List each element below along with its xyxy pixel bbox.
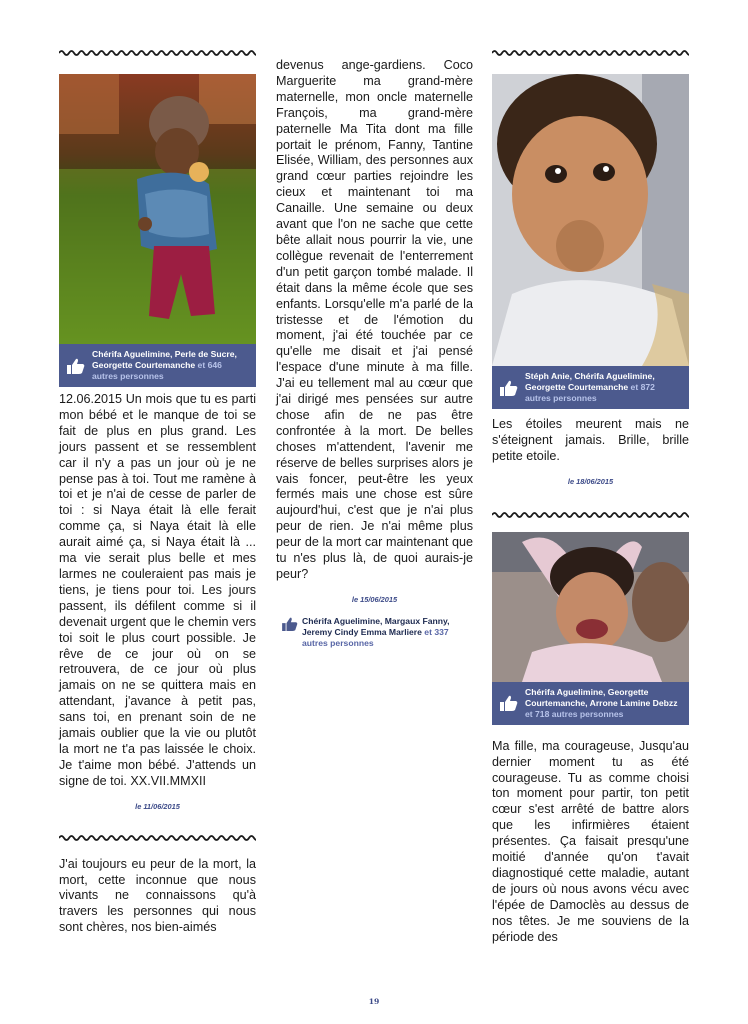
- likes-names[interactable]: Chérifa Aguelimine, Georgette Courtemanche, Arrone Lamine Debzz: [525, 686, 678, 708]
- post-text: 12.06.2015 Un mois que tu es parti mon bébé et le manque de toi se fait de plus en plus grand. Les jours passent et se ressemblent car il n'y a pas un jour où je ne pense pas à toi. Tout me ramène à toi et je n'ai de cesse de parler de toi : si Naya était là elle ferait comme ça, si Naya était là elle aurait aimé ça, si Naya était là ... ma vie serait plus belle et mes larmes ne couleraient pas mais je tiens, je tiens pour toi. Les jours passent, ils défilent comme si il devenait urgent que le chemin vers toi soit le plus court possible. Je rêve de ce jour où on se retrouvera, de ce jour où plus jamais on ne se quittera mais en attendant, j'avance à petit pas, sans toi, en prenant soin de ne jamais oublier que la vie ou plutôt la mort ne t'a pas laissée le choix. Je t'aime mon bébé. J'attends un signe de toi. XX.VII.MMXII: [59, 392, 256, 788]
- page-number: 19: [368, 997, 380, 1006]
- column-1: [59, 48, 256, 936]
- likes-others[interactable]: et 337 autres personnes: [302, 626, 449, 648]
- wavy-divider: [59, 48, 256, 58]
- likes-names[interactable]: Chérifa Aguelimine, Perle de Sucre, Georgette Courtemanche: [92, 349, 237, 370]
- wavy-divider: [492, 510, 689, 520]
- like-thumb-icon: [282, 617, 298, 631]
- post-text: Les étoiles meurent mais ne s'éteignent jamais. Brille, brille petite etoile.: [492, 417, 689, 463]
- likes-names[interactable]: Stéph Anie, Chérifa Aguelimine, Georgette Courtemanche: [525, 371, 655, 392]
- post-date: le 11/06/2015: [135, 801, 180, 811]
- likes-bar: [492, 682, 689, 725]
- likes-bar: [59, 344, 256, 387]
- likes-names[interactable]: Chérifa Aguelimine, Margaux Fanny, Jeremy Cindy Emma Marliere: [302, 615, 450, 637]
- wavy-divider: [59, 833, 256, 843]
- photo-baby-closeup: [492, 74, 689, 366]
- photo-child-smiling: [492, 532, 689, 682]
- post-text: Ma fille, ma courageuse, Jusqu'au dernier moment tu as été courageuse. Tu as comme choisi ton moment pour partir, ton petit cœur s'est arrêté de battre alors que les infirmières étaient présentes. Ça faisait presqu'une moitié d'année qu'on t'avait diagnostiqué cette maladie, autant de jours où nous avons vécu avec l'épée de Damoclès au dessus de nos têtes. Je me souviens de la période des: [492, 738, 689, 944]
- likes-bar: [492, 366, 689, 409]
- likes-others[interactable]: et 872 autres personnes: [525, 382, 655, 403]
- post-date: le 15/06/2015: [351, 594, 398, 604]
- likes-others[interactable]: et 646 autres personnes: [92, 360, 222, 381]
- likes-others[interactable]: et 718 autres personnes: [525, 708, 624, 719]
- like-thumb-icon: [500, 695, 518, 711]
- post-text: devenus ange-gardiens. Coco Marguerite ma grand-mère maternelle, mon oncle maternelle François, ma grand-mère paternelle Ma Tita dont ma fille portait le prénom, Fanny, Tantine Elisée, William, des personnes aux grand cœur parties rejoindre les cieux et maintenant toi ma Canaille. Une semaine ou deux avant que l'on ne sache que cette bête allait nous pourrir la vie, une collègue revenait de l'enterrement d'un petit garçon tombé malade. Il était dans la même école que ses enfants. Lorsqu'elle m'a parlé de la tristesse et de l'émotion du moment, j'ai été touchée par ce qu'elle me disait et j'ai pensé l'espace d'une minute à ma fille. J'ai eu tellement mal au cœur que j'ai dirigé mes pensées sur autre chose afin de ne pas être confrontée à la mort. De belles choses m'attendent, l'avenir me réserve de belles surprises alors je vais foncer, peut-être les yeux fermés mais une chose est sûre aujourd'hui, c'est que je n'ai plus peur de rien. Je n'ai même plus peur de la mort car maintenant que tu n'es plus là, de quoi aurais-je peur?: [276, 58, 473, 581]
- like-thumb-icon: [500, 380, 518, 396]
- wavy-divider: [492, 48, 689, 58]
- photo-toddler-outdoors: [59, 74, 256, 344]
- likes-line: [276, 616, 473, 649]
- post-date: le 18/06/2015: [567, 476, 614, 486]
- like-thumb-icon: [67, 358, 85, 374]
- post-text: J'ai toujours eu peur de la mort, la mort, cette inconnue que nous vivants ne connaissons qu'à travers les personnes qui nous sont chères, nos bien-aimés: [59, 856, 256, 935]
- column-3: [492, 48, 689, 946]
- column-2: [276, 58, 473, 649]
